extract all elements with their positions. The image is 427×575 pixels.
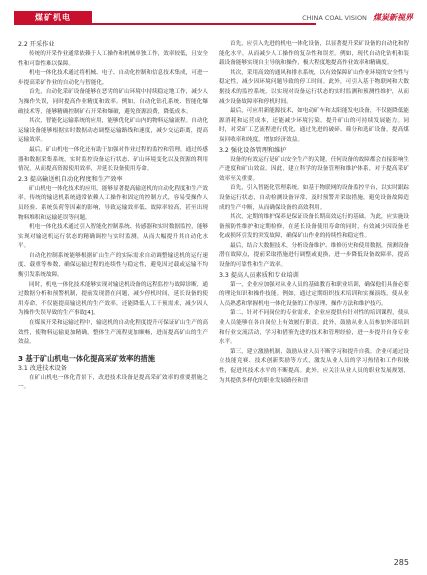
journal-title-cn: 煤炭新视界 [373, 13, 413, 22]
paragraph: 第三，建立激励机制，鼓励从业人员不断学习和提升自我。企业可通过设立技能竞赛、技术创新奖励等方式，激发从业人员的学习热情和工作积极性，促进其技术水平的不断提高。此外，应关注从业人员的职业发展规划，为其提供多样化的职业发展路径和晋 [219, 348, 410, 384]
right-column [219, 40, 409, 386]
paragraph: 机电一体化技术通过引入智能化控制系统、传感器和实时数据监控，能够实现对输送机运行状态的精确调控与实时监测，从而大幅提升其自动化水平。 [18, 224, 209, 250]
paragraph: 第二，针对不同岗位的专业需求，企业应提供有针对性的培训课程，使从业人员能够在各自岗位上有效履行职责。此外，鼓励从业人员参加外部培训和行业交流活动，学习和借鉴先进的技术和管理经验，进一步提升自身专业水平。 [219, 310, 410, 346]
paragraph: 设备的有效运行是矿山安全生产的关键，任何设备的故障都会直接影响生产进度和矿山效益。因此，建立科学的设备管理和维护体系，对于提高采矿效率至关重要。 [219, 156, 410, 182]
section-label: 煤矿机电 [14, 11, 92, 25]
paragraph: 机电一体化技术通过将机械、电子、自动化控制和信息技术集成，可进一步提高采矿作业的自动化与智能化。 [18, 70, 209, 86]
paragraph: 在煤炭开采和运输过程中，输送机的自动化程度提升可保证矿山生产的高效性，使物料运输更加精确，整体生产流程更加顺畅，进而提高矿山的生产效益。 [18, 320, 209, 346]
paragraph: 其次，智能化运输系统的应用，能够优化矿山内的物料运输流程。自动化运输设备能够根据实时数据动态调整运输路线和速度，减少交运距离，提高运输效率。 [18, 118, 209, 144]
paragraph: 首先，自动化采矿设备能够在恶劣的矿山环境中持续稳定地工作，减少人为操作失误，同时提高作业精度和效率。例如，自动化钻孔系统、智能化爆破技术等，能够精确控制矿石开采和爆破，避免资源浪费，降低成本。 [18, 89, 209, 115]
paragraph: 自动化控制系统能够根据矿山生产的实际需求自动调整输送机的运行速度、载重等参数，确保运输过程的连续性与稳定性，避免因过载或运输不均衡引发系统故障。 [18, 252, 208, 279]
paragraph: 最后，可应用新能源技术，如电动矿车和太阳能发电设备，不仅能降低能源消耗和运营成本，还能减少环境污染，提升矿山的可持续发展能力。同时，对采矿工艺流程进行优化，通过先进的破碎、筛分和选矿设备，提高煤炭回收率和纯度，增加经济效益。 [219, 108, 410, 143]
paragraph: 同时，机电一体化技术能够实现对输送机设备的远程监控与故障诊断，通过数据分析和预警机制，提前发现潜在问题，减少停机时间，延长设备的使用寿命，不仅能提高输送机的生产效率，还能降低人工干预需求，减少因人为操作失误导致的生产事故[4]。 [18, 281, 209, 317]
journal-title-en: CHINA COAL VISION [302, 14, 367, 22]
header-rule [92, 23, 316, 25]
paragraph: 其次，采用高效的通风和排水系统，以有效保障矿山作业环境的安全性与稳定性，减少因环境问题导致的停工时间。此外，可引入基于物联网和大数据技术的监控系统，以实现对设备运行状态的实时监测和预测性维护，从而减少设备故障率和停机时间。 [219, 69, 410, 105]
paragraph: 传统的开采作业通常依赖于人工操作和机械单独工作，效率较低，且安全性和可靠性难以保障。 [18, 51, 209, 67]
paragraph: 在矿山机电一体化背景下，改进技术设备是提高采矿效率的重要措施之一。 [18, 374, 208, 391]
paragraph: 最后，矿山机电一体化还有助于加强对作业过程的监控和管理，通过传感器和数据采集系统，实时监控设备运行状态、矿山环境变化以及资源的利用情况，从而提高资源使用效率，并延长设备使用寿命。 [18, 146, 209, 173]
paragraph: 第一，企业应加强对从业人员的基础教育和职业培训，确保他们具备必要的理论知识和操作技能。例如，通过定期组织技术培训和实操演练，使从业人员熟悉和掌握机电一体化设备的工作原理、操作方法和维护技巧。 [219, 281, 410, 307]
left-column [18, 40, 208, 393]
journal-title [302, 12, 413, 24]
paragraph: 首先，应引入先进的机电一体化设备，以显著提升采矿设备的自动化和智能化水平，从而减少人工操作的复杂性和误差。例如，现代自动化钻机和装载设备能够实现自主导航和操作，极大程度地提高作业效率和精确度。 [219, 41, 410, 67]
paragraph: 最后，结合大数据技术，分析设备维护、维修历史和使用数据，预测设备潜在故障点，提前采取措施进行调整或更换，进一步降低设备故障率，提高设备的可靠性和生产效率。 [219, 242, 410, 269]
paragraph: 其次，定期的维护保养是保证设备长期高效运行的基础。为此，应实施设备预防性维护和定期检修，在延长设备使用寿命的同时，有效减少因设备老化或损坏引发的突发故障，确保矿山作业的持续性和稳定性。 [219, 214, 410, 240]
heading-3-2: 3.2 强化设备管理和维护 [219, 146, 287, 154]
heading-3: 3 基于矿山机电一体化提高采矿效率的措施 [18, 353, 155, 363]
heading-3-3: 3.3 提高人员素质和专业培训 [219, 271, 299, 279]
paragraph: 矿山机电一体化技术的应用，能够显著提高输送机的自动化程度和生产效率。传统的输送机系统通常依赖人工操作和固定的控制方式，容易受操作人员经验、系统负荷等因素的影响，导致运输效率低、故障率较高，甚至出现物料堆积和运输延误等问题。 [18, 185, 209, 221]
heading-2-2: 2.2 开采作业 [18, 41, 55, 48]
heading-2-3: 2.3 提高输送机自动化程度和生产效率 [18, 175, 123, 183]
page-header [0, 0, 427, 36]
page-number: 285 [393, 558, 409, 567]
paragraph: 首先，引入智能化管理系统，如基于物联网的设备监控平台，以实时跟踪设备运行状态，自动检测设备异常，及时预警并采取措施，避免设备故障造成的生产中断，从而确保设备的高效利用。 [219, 185, 410, 211]
heading-3-1: 3.1 改进技术设备 [18, 364, 67, 372]
